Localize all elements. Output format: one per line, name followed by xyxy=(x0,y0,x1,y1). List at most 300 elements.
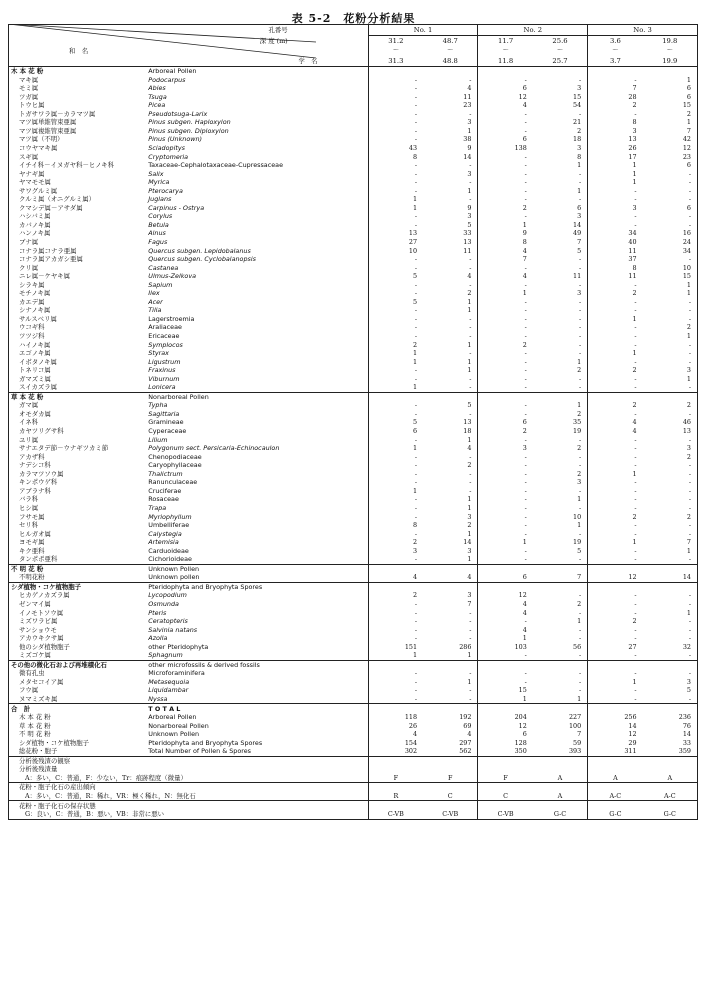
count-cell: - xyxy=(588,332,643,341)
count-cell: 3 xyxy=(686,444,691,453)
total-cell: 12 xyxy=(588,730,643,739)
count-cell: - xyxy=(469,686,472,695)
count-cell: 2 xyxy=(686,452,691,461)
count-cell: - xyxy=(588,212,643,221)
section-en-label: Unknown Pollen xyxy=(146,564,368,573)
count-cell: - xyxy=(579,297,582,306)
count-cell: - xyxy=(478,212,533,221)
count-cell: 6 xyxy=(478,573,533,582)
count-cell: 1 xyxy=(368,204,423,213)
count-cell: 1 xyxy=(577,521,582,530)
residue-value xyxy=(588,783,643,792)
scientific-name: Tilia xyxy=(148,306,162,315)
count-cell: - xyxy=(478,436,533,445)
scientific-name: Cruciferae xyxy=(148,486,182,495)
count-cell: 13 xyxy=(463,238,472,246)
count-cell: 40 xyxy=(588,238,643,247)
count-cell: - xyxy=(368,686,423,695)
japanese-name: アカザ科 xyxy=(19,452,45,461)
table-row xyxy=(9,444,698,453)
count-cell: - xyxy=(688,306,691,315)
total-en-label: T O T A L xyxy=(146,704,368,713)
table-row xyxy=(9,281,698,290)
japanese-name: クリ属 xyxy=(19,263,39,272)
count-cell: - xyxy=(368,306,423,315)
japanese-name: ユリ属 xyxy=(19,435,39,444)
count-cell: 42 xyxy=(682,135,691,144)
table-row xyxy=(9,76,698,85)
count-cell: - xyxy=(478,512,533,521)
count-cell: 32 xyxy=(682,642,691,651)
count-cell: 23 xyxy=(463,101,472,110)
count-cell: - xyxy=(688,634,691,643)
count-cell: 2 xyxy=(588,401,643,410)
count-cell: - xyxy=(688,521,691,530)
japanese-name: ミズワラビ属 xyxy=(19,617,58,626)
residue-value xyxy=(533,765,588,774)
count-cell: - xyxy=(579,323,582,332)
count-cell: 4 xyxy=(478,272,533,281)
count-cell: - xyxy=(478,152,533,161)
japanese-name: コウヤマキ属 xyxy=(19,143,58,152)
scientific-name: Pinus subgen. Diploxylon xyxy=(148,126,229,135)
count-cell: - xyxy=(588,530,643,539)
count-cell: 7 xyxy=(577,238,582,246)
count-cell: 1 xyxy=(467,306,472,315)
count-cell: - xyxy=(588,221,643,230)
count-cell: 6 xyxy=(368,427,423,436)
count-cell: - xyxy=(368,478,423,487)
total-cell: 6 xyxy=(478,730,533,739)
count-cell: - xyxy=(368,401,423,410)
count-cell: 151 xyxy=(368,643,423,652)
count-cell: 34 xyxy=(588,229,643,238)
table-row xyxy=(9,383,698,392)
japanese-name: サワグルミ属 xyxy=(19,186,58,195)
count-cell: 8 xyxy=(577,152,582,161)
scientific-name: Pinus (Unknown) xyxy=(148,135,203,144)
count-cell: 5 xyxy=(577,546,582,555)
count-cell: 3 xyxy=(588,127,643,136)
residue-value xyxy=(478,783,533,792)
count-cell: 1 xyxy=(467,357,472,366)
scientific-name: Calystegia xyxy=(148,529,182,538)
scientific-name: Ilex xyxy=(148,289,160,298)
count-cell: 24 xyxy=(682,238,691,246)
japanese-name: サルスベリ属 xyxy=(19,314,57,323)
total-cell: 7 xyxy=(577,730,582,739)
count-cell xyxy=(643,67,698,76)
japanese-name: ガマズミ属 xyxy=(19,374,51,383)
count-cell: - xyxy=(688,694,691,703)
count-cell: - xyxy=(478,306,533,315)
count-cell: - xyxy=(579,461,582,470)
count-cell: - xyxy=(469,469,472,478)
count-cell: - xyxy=(478,264,533,273)
count-cell: - xyxy=(588,306,643,315)
count-cell: - xyxy=(579,383,582,392)
count-cell: - xyxy=(469,409,472,418)
total-cell: 236 xyxy=(678,713,691,722)
residue-value xyxy=(588,765,643,774)
scientific-name: Lagerstroemia xyxy=(148,314,195,323)
japanese-name: スギ属 xyxy=(19,152,39,161)
count-cell: 1 xyxy=(467,677,472,686)
count-cell: - xyxy=(478,521,533,530)
count-cell: - xyxy=(688,651,691,660)
count-cell: 2 xyxy=(686,109,691,118)
count-cell: 1 xyxy=(368,195,423,204)
scientific-name: Styrax xyxy=(148,349,169,358)
count-cell: 1 xyxy=(577,161,582,170)
count-cell: - xyxy=(688,495,691,504)
count-cell xyxy=(533,392,588,401)
count-cell: - xyxy=(469,332,472,341)
japanese-name: タンポポ亜科 xyxy=(19,555,58,564)
count-cell: - xyxy=(588,555,643,564)
count-cell: 14 xyxy=(463,152,472,161)
count-cell: - xyxy=(588,547,643,556)
japanese-name: ツガ属 xyxy=(19,92,39,101)
count-cell: - xyxy=(368,110,423,119)
count-cell: 1 xyxy=(467,126,472,135)
total-cell: 59 xyxy=(573,738,582,747)
depth-top: 11.7 xyxy=(478,36,533,47)
count-cell: 1 xyxy=(467,651,472,660)
count-cell: 17 xyxy=(588,152,643,161)
count-cell: - xyxy=(469,75,472,84)
count-cell: 7 xyxy=(686,538,691,547)
count-cell: 2 xyxy=(577,366,582,375)
count-cell: 1 xyxy=(588,178,643,187)
residue-value: A xyxy=(533,792,588,801)
japanese-name: バラ科 xyxy=(19,495,39,504)
count-cell: - xyxy=(368,512,423,521)
count-cell: 1 xyxy=(368,444,423,453)
count-cell: - xyxy=(579,349,582,358)
count-cell: - xyxy=(478,323,533,332)
count-cell: 1 xyxy=(467,297,472,306)
section-row xyxy=(9,564,698,573)
count-cell xyxy=(368,582,423,591)
japanese-name: ニレ属－ケヤキ属 xyxy=(19,272,70,281)
count-cell: - xyxy=(368,695,423,704)
table-row xyxy=(9,238,698,247)
count-cell: - xyxy=(368,323,423,332)
section-ja-label: 木 本 花 粉 xyxy=(11,67,44,76)
japanese-name: メタセコイア属 xyxy=(19,677,64,686)
count-cell: - xyxy=(368,170,423,179)
count-cell: - xyxy=(688,469,691,478)
count-cell: - xyxy=(579,591,582,600)
count-cell: 8 xyxy=(588,118,643,127)
count-cell: 2 xyxy=(467,521,472,530)
residue-value: A-C xyxy=(588,792,643,801)
count-cell: 4 xyxy=(588,427,643,436)
scientific-name: Polygonum sect. Persicaria-Echinocaulon xyxy=(148,444,280,453)
count-cell: - xyxy=(688,529,691,538)
count-cell: - xyxy=(368,634,423,643)
count-cell: 1 xyxy=(686,118,691,127)
count-cell xyxy=(588,564,643,573)
section-ja-label: 不 明 花 粉 xyxy=(9,564,147,573)
count-cell: - xyxy=(469,280,472,289)
count-cell: - xyxy=(588,76,643,85)
japanese-name: アカウキクサ属 xyxy=(19,634,64,643)
count-cell: 37 xyxy=(588,255,643,264)
section-ja-label: シダ植物・コケ植物胞子 xyxy=(9,582,147,591)
count-cell: - xyxy=(478,461,533,470)
count-cell: - xyxy=(478,366,533,375)
count-cell: 11 xyxy=(463,92,472,101)
count-cell: - xyxy=(579,178,582,187)
table-row xyxy=(9,608,698,617)
sample-label: 孔番号 xyxy=(268,26,288,35)
count-cell: 9 xyxy=(478,229,533,238)
count-cell: - xyxy=(368,118,423,127)
count-cell: - xyxy=(588,383,643,392)
japanese-name: カヤツリグサ科 xyxy=(19,427,64,436)
scientific-name: Juglans xyxy=(148,195,172,204)
table-title: 表 5-2 花粉分析結果 xyxy=(291,12,416,25)
japanese-name: モミ属 xyxy=(19,84,39,93)
count-cell: - xyxy=(368,127,423,136)
count-cell: - xyxy=(579,332,582,341)
total-cell: 350 xyxy=(478,747,533,756)
count-cell: - xyxy=(368,332,423,341)
japanese-name: クマシデ属－アサダ属 xyxy=(19,203,83,212)
count-cell: - xyxy=(688,486,691,495)
total-en: Nonarboreal Pollen xyxy=(148,721,209,730)
japanese-name: カバノキ属 xyxy=(19,220,51,229)
scientific-name: Castanea xyxy=(148,263,179,272)
residue-row xyxy=(9,783,698,792)
scientific-name: Thalictrum xyxy=(148,469,183,478)
count-cell: 4 xyxy=(467,84,472,93)
count-cell xyxy=(588,582,643,591)
section-en-label: Pteridophyta and Bryophyta Spores xyxy=(146,582,368,591)
count-cell: 1 xyxy=(577,495,582,504)
count-cell: - xyxy=(588,410,643,419)
japanese-name: イノモトソウ属 xyxy=(19,608,64,617)
count-cell: - xyxy=(579,634,582,643)
residue-label: A：多い，C：普通，F：少ない，Tr：痕跡程度（微量） xyxy=(9,774,369,783)
table-row xyxy=(9,643,698,652)
count-cell: 1 xyxy=(368,349,423,358)
table-row xyxy=(9,600,698,609)
count-cell: 11 xyxy=(588,272,643,281)
count-cell: 103 xyxy=(478,643,533,652)
count-cell: 1 xyxy=(588,678,643,687)
count-cell: - xyxy=(478,332,533,341)
section-en-label: Nonarboreal Pollen xyxy=(146,392,368,401)
count-cell: 3 xyxy=(577,143,582,152)
count-cell: - xyxy=(579,314,582,323)
scientific-name: Liquidambar xyxy=(148,686,189,695)
scientific-name: Viburnum xyxy=(148,374,180,383)
total-ja: 草 本 花 粉 xyxy=(19,721,51,730)
count-cell: - xyxy=(478,315,533,324)
table-row xyxy=(9,170,698,179)
scientific-name: Salvinia natans xyxy=(148,625,198,634)
table-row xyxy=(9,634,698,643)
total-cell: 12 xyxy=(478,722,533,731)
count-cell: - xyxy=(368,678,423,687)
count-cell: 43 xyxy=(368,144,423,153)
total-cell: 4 xyxy=(368,730,423,739)
section-ja-label: その他の微化石および再堆積化石 xyxy=(9,660,147,669)
table-row xyxy=(9,366,698,375)
scientific-name: Gramineae xyxy=(148,418,184,427)
count-cell: 10 xyxy=(682,263,691,272)
total-cell: 14 xyxy=(588,722,643,731)
depth-tilde: ～ xyxy=(556,47,563,54)
table-row xyxy=(9,512,698,521)
count-cell: - xyxy=(478,547,533,556)
count-cell: 2 xyxy=(467,289,472,298)
count-cell: 3 xyxy=(686,677,691,686)
count-cell: 5 xyxy=(368,298,423,307)
residue-value: R xyxy=(368,792,423,801)
count-cell: 2 xyxy=(368,538,423,547)
count-cell: - xyxy=(478,470,533,479)
residue-row xyxy=(9,792,698,801)
count-cell: 3 xyxy=(467,546,472,555)
total-cell: 128 xyxy=(478,739,533,748)
count-cell: 1 xyxy=(467,435,472,444)
count-cell: 1 xyxy=(368,651,423,660)
count-cell: 11 xyxy=(463,246,472,255)
table-row xyxy=(9,453,698,462)
japanese-name: ヒルガオ属 xyxy=(19,529,51,538)
residue-value xyxy=(423,801,478,810)
count-cell: 1 xyxy=(478,634,533,643)
scientific-name: Picea xyxy=(148,101,166,110)
count-cell: 6 xyxy=(478,418,533,427)
table-row xyxy=(9,264,698,273)
count-cell: 13 xyxy=(682,427,691,436)
count-cell: - xyxy=(588,634,643,643)
borehole-no2: No. 2 xyxy=(478,25,588,36)
table-row xyxy=(9,135,698,144)
count-cell: 1 xyxy=(368,358,423,367)
depth-bottom: 11.8 xyxy=(478,56,533,67)
count-cell: - xyxy=(478,651,533,660)
count-cell: 49 xyxy=(573,229,582,238)
table-row xyxy=(9,530,698,539)
depth-tilde: ～ xyxy=(478,46,533,56)
count-cell: - xyxy=(368,436,423,445)
count-cell: 5 xyxy=(686,686,691,695)
table-row xyxy=(9,358,698,367)
total-cell: 227 xyxy=(568,713,582,722)
table-row xyxy=(9,669,698,678)
scientific-name: Pteris xyxy=(148,608,167,617)
count-cell: 16 xyxy=(682,229,691,238)
residue-value: C xyxy=(478,792,533,801)
count-cell: 4 xyxy=(467,444,472,453)
table-row xyxy=(9,246,698,255)
count-cell: - xyxy=(588,591,643,600)
count-cell: 4 xyxy=(588,418,643,427)
count-cell: 1 xyxy=(467,366,472,375)
table-row xyxy=(9,591,698,600)
count-cell: - xyxy=(368,76,423,85)
count-cell: - xyxy=(469,314,472,323)
count-cell: 3 xyxy=(368,547,423,556)
count-cell: - xyxy=(469,452,472,461)
section-row xyxy=(9,392,698,401)
total-cell: 118 xyxy=(368,713,423,722)
table-row xyxy=(9,410,698,419)
count-cell: - xyxy=(478,170,533,179)
count-cell: - xyxy=(478,298,533,307)
japanese-name: ヒカゲノカズラ属 xyxy=(19,591,70,600)
count-cell: - xyxy=(688,591,691,600)
count-cell: - xyxy=(478,178,533,187)
count-cell: - xyxy=(478,375,533,384)
count-cell: - xyxy=(579,255,582,264)
count-cell: 1 xyxy=(686,332,691,341)
count-cell xyxy=(368,392,423,401)
residue-value: C xyxy=(423,792,478,801)
scientific-name-label: 学 名 xyxy=(146,56,368,67)
count-cell: - xyxy=(478,678,533,687)
table-row xyxy=(9,651,698,660)
depth-bottom: 31.3 xyxy=(368,56,423,67)
count-cell: - xyxy=(478,555,533,564)
count-cell: - xyxy=(368,366,423,375)
count-cell xyxy=(478,392,533,401)
residue-value xyxy=(533,801,588,810)
count-cell: - xyxy=(588,195,643,204)
count-cell: 1 xyxy=(686,75,691,84)
count-cell: 21 xyxy=(573,118,582,127)
scientific-name: Sphagnum xyxy=(148,651,183,660)
japanese-name: ブナ属 xyxy=(19,238,39,246)
count-cell: 2 xyxy=(478,427,533,436)
count-cell: - xyxy=(478,118,533,127)
count-cell: - xyxy=(579,195,582,204)
count-cell: 6 xyxy=(478,84,533,93)
table-row xyxy=(9,204,698,213)
scientific-name: Ericaceae xyxy=(148,332,180,341)
count-cell: - xyxy=(579,374,582,383)
count-cell: 4 xyxy=(478,608,533,617)
table-row xyxy=(9,272,698,281)
count-cell: - xyxy=(469,669,472,678)
count-cell: 27 xyxy=(588,643,643,652)
count-cell: - xyxy=(688,178,691,187)
count-cell: - xyxy=(688,186,691,195)
count-cell: 54 xyxy=(573,101,582,110)
count-cell: 11 xyxy=(573,272,582,281)
japanese-name: ヒシ属 xyxy=(19,503,39,512)
japanese-name: クルミ属（オニグルミ属） xyxy=(19,195,96,204)
count-cell: - xyxy=(368,84,423,93)
count-cell: - xyxy=(688,617,691,626)
count-cell xyxy=(533,660,588,669)
japanese-name: ツツジ科 xyxy=(19,332,45,341)
table-row xyxy=(9,401,698,410)
count-cell: - xyxy=(478,401,533,410)
count-cell: - xyxy=(368,281,423,290)
count-cell: 1 xyxy=(686,374,691,383)
count-cell: - xyxy=(688,503,691,512)
count-cell: 7 xyxy=(588,84,643,93)
scientific-name: Fagus xyxy=(148,238,168,246)
count-cell: - xyxy=(579,452,582,461)
